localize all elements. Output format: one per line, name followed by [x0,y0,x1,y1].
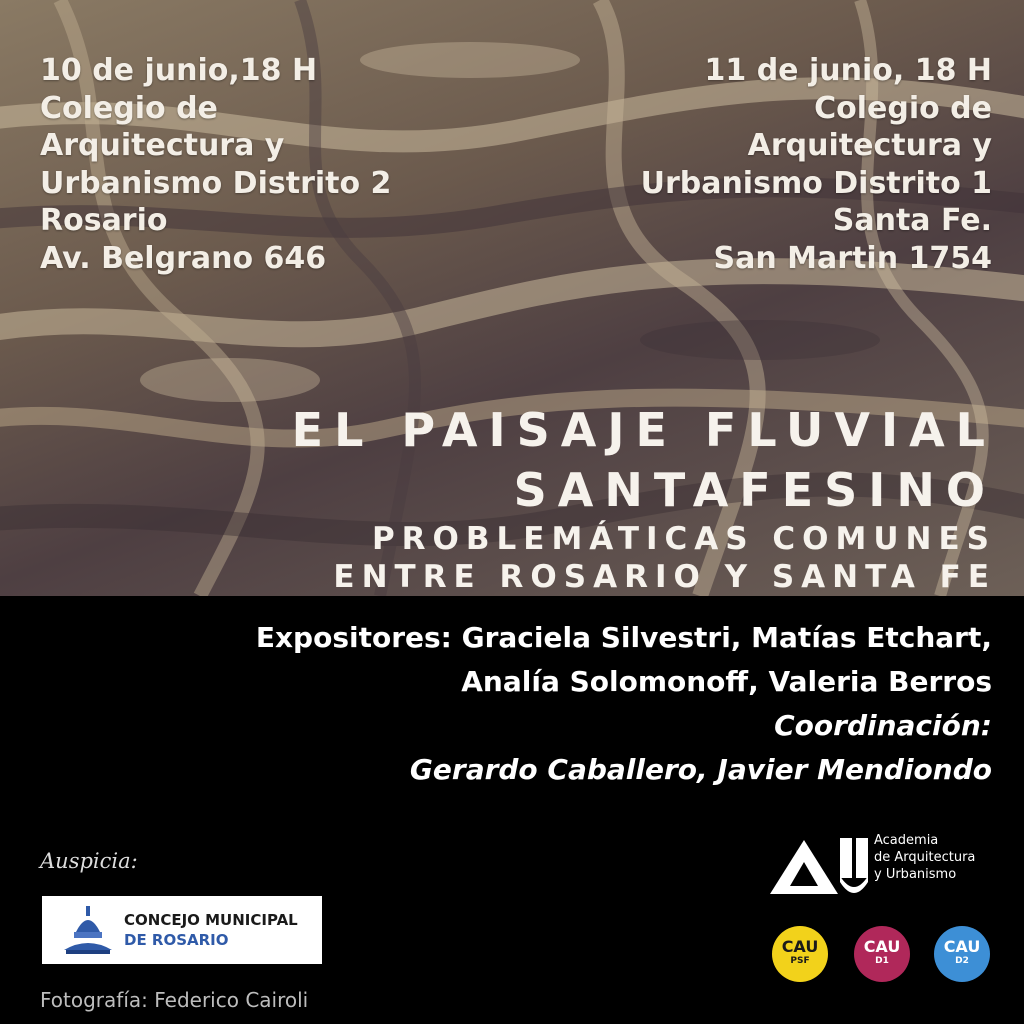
cau-badges [772,926,994,982]
badge-main-text: CAU [863,937,901,956]
academia-text [874,832,975,883]
photo-credit: Fotografía: Federico Cairoli [40,988,309,1012]
venue-rosario-line: 10 de junio,18 H [40,53,318,88]
speakers-line-2: Analía Solomonoff, Valeria Berros [461,665,992,698]
academia-logo [770,832,975,896]
speakers-block [256,616,992,792]
venue-santa-fe-line: 11 de junio, 18 H [704,53,992,88]
venue-rosario-line: Urbanismo Distrito 2 [40,165,392,201]
venue-santa-fe-line: Urbanismo Distrito 1 [640,165,992,201]
venue-rosario-line: Rosario [40,203,168,238]
badge-cau-d2 [934,926,990,982]
badge-sub-text: D2 [955,956,969,966]
venue-santa-fe-line: Arquitectura y [747,128,992,163]
subtitle-line-2: ENTRE ROSARIO Y SANTA FE [333,559,996,595]
concejo-municipal-logo [42,896,322,964]
badge-main-text: CAU [943,937,981,956]
coordination-label: Coordinación: [774,709,992,742]
venue-rosario-line: Arquitectura y [40,128,285,163]
venue-rosario-line: Colegio de [40,90,218,126]
venue-santa-fe-line: Santa Fe. [832,203,992,238]
academia-line-3: y Urbanismo [874,867,957,882]
sponsor-label: Auspicia: [40,849,138,873]
venue-santa-fe-line: Colegio de [814,90,992,126]
au-logo-icon [770,832,868,896]
badge-sub-text: PSF [790,956,810,966]
venue-santa-fe [641,52,992,277]
venue-rosario [40,52,391,277]
subtitle-line-1: PROBLEMÁTICAS COMUNES [371,521,996,557]
coordination-names: Gerardo Caballero, Javier Mendiondo [409,753,992,786]
venue-santa-fe-line: San Martin 1754 [713,240,992,276]
academia-line-1: Academia [874,833,939,848]
badge-main-text: CAU [781,937,819,956]
venue-rosario-line: Av. Belgrano 646 [40,240,327,276]
badge-cau-d1 [854,926,910,982]
speakers-line-1: Expositores: Graciela Silvestri, Matías Etchart, [255,621,992,654]
academia-line-2: de Arquitectura [874,850,976,865]
building-dome-icon [60,902,116,958]
title-line-1: EL PAISAJE FLUVIAL [291,403,996,457]
badge-sub-text: D1 [875,956,889,966]
concejo-line-2: DE ROSARIO [124,931,229,949]
event-title [292,400,996,596]
badge-cau-psf [772,926,828,982]
concejo-line-1: CONCEJO MUNICIPAL [124,911,298,929]
concejo-text [124,910,298,950]
title-line-2: SANTAFESINO [513,463,996,517]
